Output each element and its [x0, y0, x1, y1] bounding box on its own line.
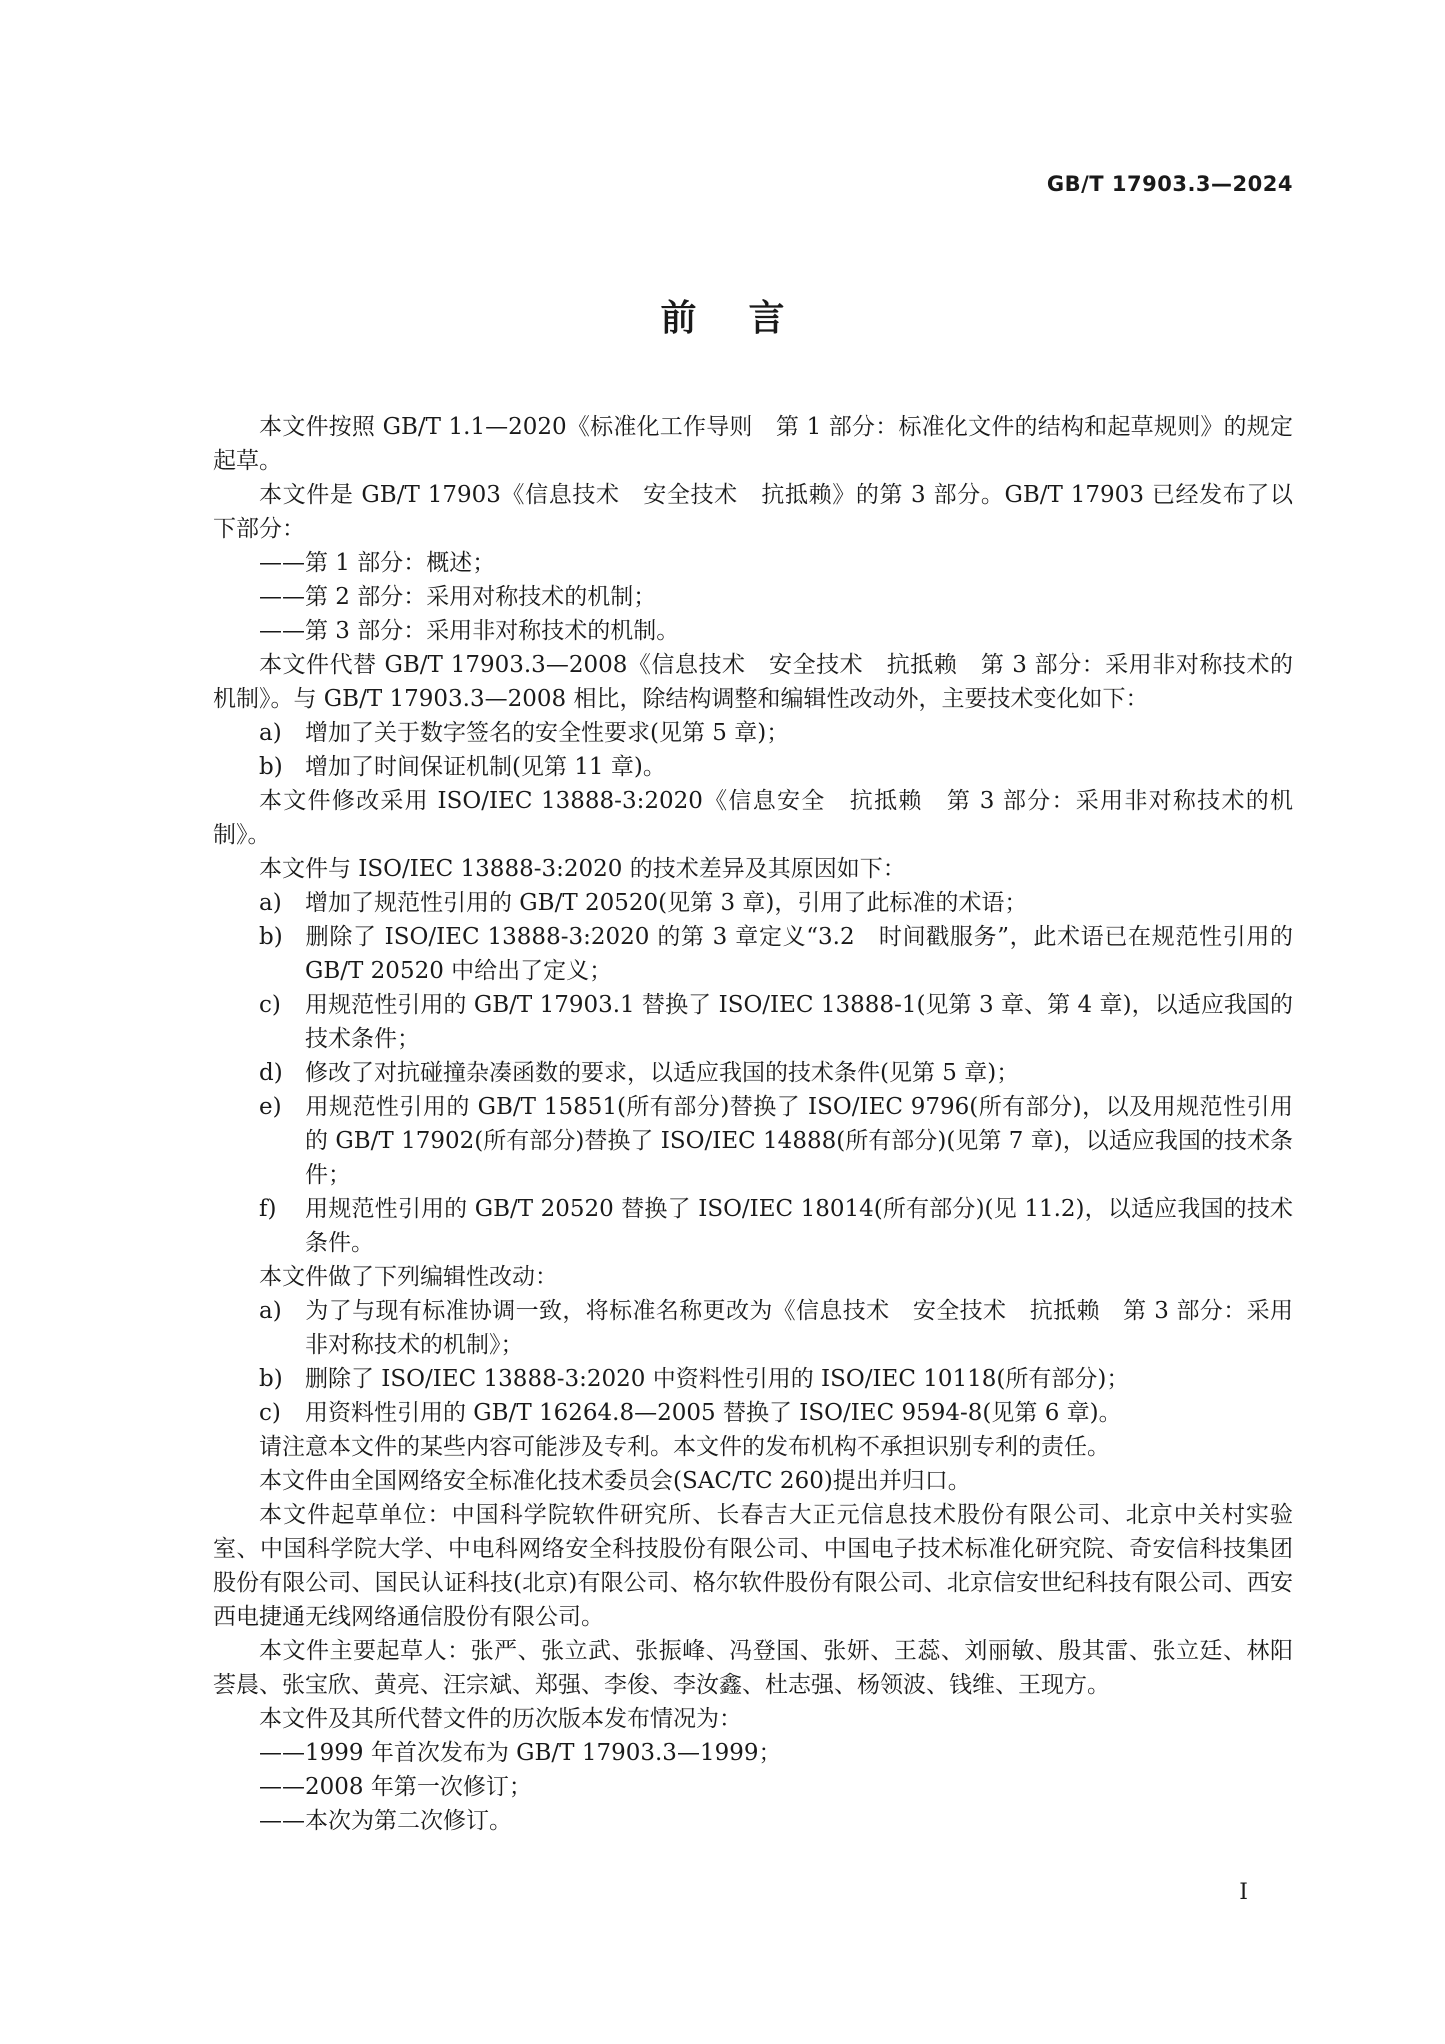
- list-text: 用资料性引用的 GB/T 16264.8—2005 替换了 ISO/IEC 9594-8(见第 6 章)。: [305, 1400, 1122, 1426]
- list-text: 用规范性引用的 GB/T 17903.1 替换了 ISO/IEC 13888-1(见第 3 章、第 4 章)，以适应我国的技术条件；: [305, 992, 1293, 1052]
- page-number: I: [1239, 1880, 1248, 1905]
- list-item: [213, 920, 1293, 988]
- list-text: 删除了 ISO/IEC 13888-3:2020 中资料性引用的 ISO/IEC 10118(所有部分)；: [305, 1366, 1130, 1392]
- paragraph: 本文件及其所代替文件的历次版本发布情况为：: [259, 1706, 742, 1732]
- paragraph: 本文件按照 GB/T 1.1—2020《标准化工作导则 第 1 部分：标准化文件的结构和起草规则》的规定起草。: [213, 414, 1293, 474]
- list-item: [213, 716, 1293, 750]
- list-item: [213, 886, 1293, 920]
- list-text: 增加了时间保证机制(见第 11 章)。: [305, 754, 666, 780]
- paragraph: 本文件代替 GB/T 17903.3—2008《信息技术 安全技术 抗抵赖 第 3 部分：采用非对称技术的机制》。与 GB/T 17903.3—2008 相比，除结构调整和编辑性改动外，主要技术变化如下：: [213, 652, 1293, 712]
- list-label: a): [259, 890, 282, 916]
- list-label: b): [259, 924, 283, 950]
- paragraph: 本文件起草单位：中国科学院软件研究所、长春吉大正元信息技术股份有限公司、北京中关村实验室、中国科学院大学、中电科网络安全科技股份有限公司、中国电子技术标准化研究院、奇安信科技集团股份有限公司、国民认证科技(北京)有限公司、格尔软件股份有限公司、北京信安世纪科技有限公司、西安西电捷通无线网络通信股份有限公司。: [213, 1502, 1293, 1630]
- dash-item: ——1999 年首次发布为 GB/T 17903.3—1999；: [259, 1740, 782, 1766]
- dash-item: ——2008 年第一次修订；: [259, 1774, 532, 1800]
- page-title: 前言: [660, 298, 837, 339]
- list-label: e): [259, 1094, 282, 1120]
- list-label: c): [259, 1400, 281, 1426]
- paragraph: 本文件修改采用 ISO/IEC 13888-3:2020《信息安全 抗抵赖 第 3 部分：采用非对称技术的机制》。: [213, 788, 1293, 848]
- list-label: d): [259, 1060, 283, 1086]
- paragraph: 本文件做了下列编辑性改动：: [259, 1264, 558, 1290]
- list-item: [213, 1056, 1293, 1090]
- list-label: f): [259, 1196, 277, 1222]
- list-item: [213, 1294, 1293, 1362]
- list-label: c): [259, 992, 281, 1018]
- list-text: 用规范性引用的 GB/T 15851(所有部分)替换了 ISO/IEC 9796(所有部分)，以及用规范性引用的 GB/T 17902(所有部分)替换了 ISO/IEC 14888(所有部分)(见第 7 章)，以适应我国的技术条件；: [305, 1094, 1293, 1188]
- dash-item: ——第 1 部分：概述；: [259, 550, 496, 576]
- list-text: 用规范性引用的 GB/T 20520 替换了 ISO/IEC 18014(所有部分)(见 11.2)，以适应我国的技术条件。: [305, 1196, 1293, 1256]
- foreword-body: [213, 410, 1293, 1838]
- list-label: b): [259, 754, 283, 780]
- list-text: 为了与现有标准协调一致，将标准名称更改为《信息技术 安全技术 抗抵赖 第 3 部分：采用非对称技术的机制》；: [305, 1298, 1293, 1358]
- paragraph: 本文件是 GB/T 17903《信息技术 安全技术 抗抵赖》的第 3 部分。GB/T 17903 已经发布了以下部分：: [213, 482, 1293, 542]
- paragraph: 本文件与 ISO/IEC 13888-3:2020 的技术差异及其原因如下：: [259, 856, 906, 882]
- list-label: a): [259, 1298, 282, 1324]
- list-item: [213, 750, 1293, 784]
- list-item: [213, 1090, 1293, 1192]
- list-text: 增加了规范性引用的 GB/T 20520(见第 3 章)，引用了此标准的术语；: [305, 890, 1028, 916]
- paragraph: 本文件由全国网络安全标准化技术委员会(SAC/TC 260)提出并归口。: [259, 1468, 971, 1494]
- list-label: a): [259, 720, 282, 746]
- dash-item: ——第 3 部分：采用非对称技术的机制。: [259, 618, 680, 644]
- list-item: [213, 988, 1293, 1056]
- list-text: 删除了 ISO/IEC 13888-3:2020 的第 3 章定义“3.2 时间戳服务”，此术语已在规范性引用的 GB/T 20520 中给出了定义；: [305, 924, 1293, 984]
- list-text: 增加了关于数字签名的安全性要求(见第 5 章)；: [305, 720, 790, 746]
- list-item: [213, 1192, 1293, 1260]
- list-item: [213, 1362, 1293, 1396]
- list-item: [213, 1396, 1293, 1430]
- dash-item: ——本次为第二次修订。: [259, 1808, 512, 1834]
- dash-item: ——第 2 部分：采用对称技术的机制；: [259, 584, 657, 610]
- paragraph: 请注意本文件的某些内容可能涉及专利。本文件的发布机构不承担识别专利的责任。: [259, 1434, 1110, 1460]
- list-text: 修改了对抗碰撞杂凑函数的要求，以适应我国的技术条件(见第 5 章)；: [305, 1060, 1020, 1086]
- list-label: b): [259, 1366, 283, 1392]
- paragraph: 本文件主要起草人：张严、张立武、张振峰、冯登国、张妍、王蕊、刘丽敏、殷其雷、张立廷、林阳荟晨、张宝欣、黄亮、汪宗斌、郑强、李俊、李汝鑫、杜志强、杨领波、钱维、王现方。: [213, 1638, 1293, 1698]
- standard-number: GB/T 17903.3—2024: [1046, 172, 1293, 196]
